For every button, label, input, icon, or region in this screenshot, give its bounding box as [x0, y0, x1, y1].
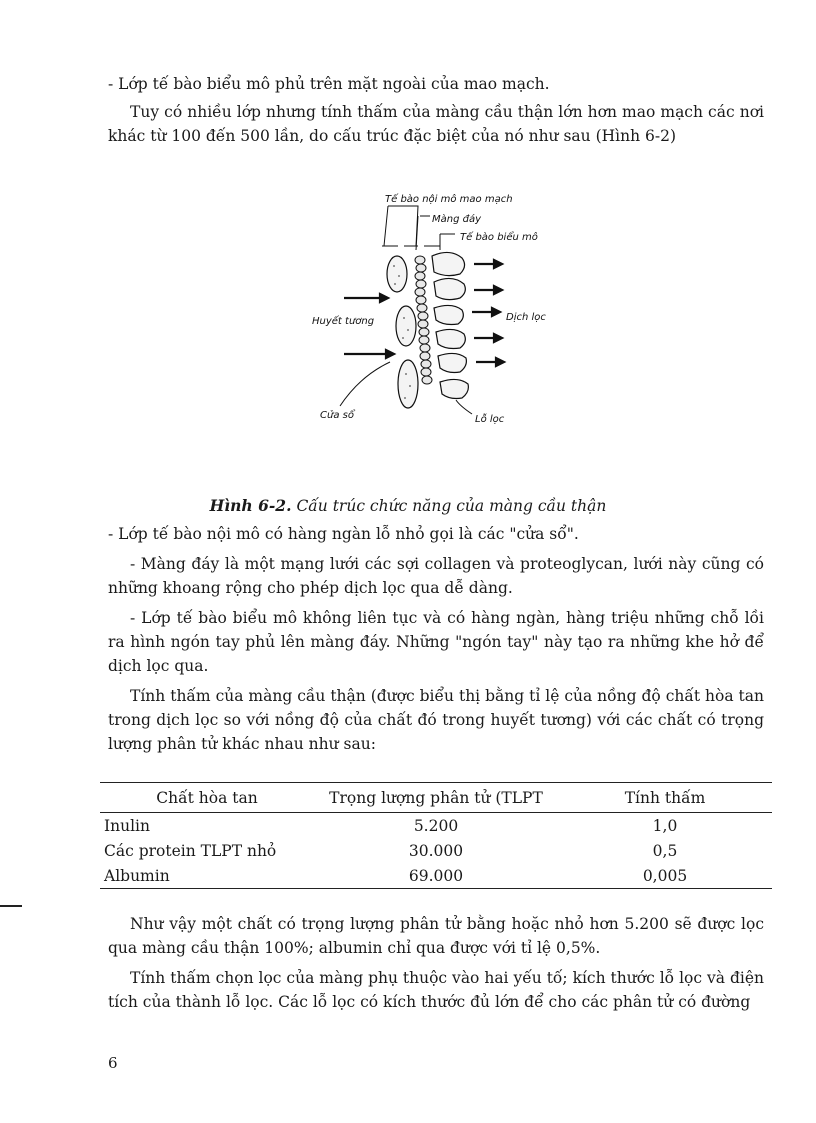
paragraph-epithelium: - Lớp tế bào biểu mô không liên tục và có hàng ngàn, hàng triệu những chỗ lồi ra hình ngón tay phủ lên màng đáy. Những "ngón tay" này tạo ra những khe hở để dịch lọc qua.: [108, 609, 764, 675]
table-cell-permeability: 0,005: [558, 863, 772, 889]
table-row: [100, 813, 772, 839]
permeability-table: [100, 782, 772, 889]
table-cell-solute: Các protein TLPT nhỏ: [104, 842, 277, 860]
figure-label-filtrate: Dịch lọc: [506, 312, 546, 323]
table-cell-permeability: 1,0: [652, 817, 678, 835]
figure-caption-text: Cấu trúc chức năng của màng cầu thận: [296, 497, 607, 515]
table-row: [100, 863, 772, 889]
page-number: 6: [108, 1054, 118, 1072]
figure-label-window: Cửa sổ: [320, 410, 354, 421]
figure-caption-number: Hình 6-2.: [209, 496, 292, 515]
paragraph-permeability-definition: Tính thấm của màng cầu thận (được biểu thị bằng tỉ lệ của nồng độ chất hòa tan trong dịch lọc so với nồng độ của chất đó trong huyết tương) với các chất có trọng lượng phân tử khác nhau như sau:: [108, 687, 764, 753]
figure-label-plasma: Huyết tương: [312, 316, 375, 327]
paragraph-filtration-conclusion: Như vậy một chất có trọng lượng phân tử bằng hoặc nhỏ hơn 5.200 sẽ được lọc qua màng cầu thận 100%; albumin chỉ qua được với tỉ lệ 0,5%.: [108, 915, 764, 957]
paragraph-selective-permeability: Tính thấm chọn lọc của màng phụ thuộc vào hai yếu tố; kích thước lỗ lọc và điện tích của thành lỗ lọc. Các lỗ lọc có kích thước đủ lớn để cho các phân tử có đường: [108, 969, 764, 1011]
table-header-row: [100, 783, 772, 813]
table-cell-solute: Inulin: [104, 817, 150, 835]
table-cell-molecular-weight: 5.200: [413, 817, 459, 835]
figure-caption: [0, 496, 816, 515]
table-header-molecular-weight: Trọng lượng phân tử (TLPT: [314, 783, 558, 813]
table-cell-permeability: 0,5: [652, 842, 678, 860]
paragraph-epithelium-layer: - Lớp tế bào biểu mô phủ trên mặt ngoài của mao mạch.: [108, 75, 550, 93]
paragraph-endothelium: - Lớp tế bào nội mô có hàng ngàn lỗ nhỏ gọi là các "cửa sổ".: [108, 525, 579, 543]
figure-label-epithelium: Tế bào biểu mô: [460, 232, 538, 243]
figure-label-pore: Lỗ lọc: [475, 414, 505, 425]
table-cell-solute: Albumin: [100, 863, 314, 889]
table-cell-molecular-weight: 69.000: [314, 863, 558, 889]
table-row: [100, 838, 772, 863]
figure-label-basement: Màng đáy: [432, 214, 482, 225]
paragraph-basement-membrane: - Màng đáy là một mạng lưới các sợi collagen và proteoglycan, lưới này cũng có những khoang rộng cho phép dịch lọc qua dễ dàng.: [108, 555, 764, 597]
glomerular-membrane-figure: [300, 186, 560, 436]
margin-mark: [0, 905, 22, 907]
table-header-solute: Chất hòa tan: [100, 783, 314, 813]
paragraph-permeability-intro: Tuy có nhiều lớp nhưng tính thấm của màng cầu thận lớn hơn mao mạch các nơi khác từ 100 đến 500 lần, do cấu trúc đặc biệt của nó như sau (Hình 6-2): [108, 103, 764, 145]
figure-label-endothelium: Tế bào nội mô mao mạch: [385, 194, 513, 205]
table-header-permeability: Tính thấm: [558, 783, 772, 813]
table-cell-molecular-weight: 30.000: [408, 842, 464, 860]
